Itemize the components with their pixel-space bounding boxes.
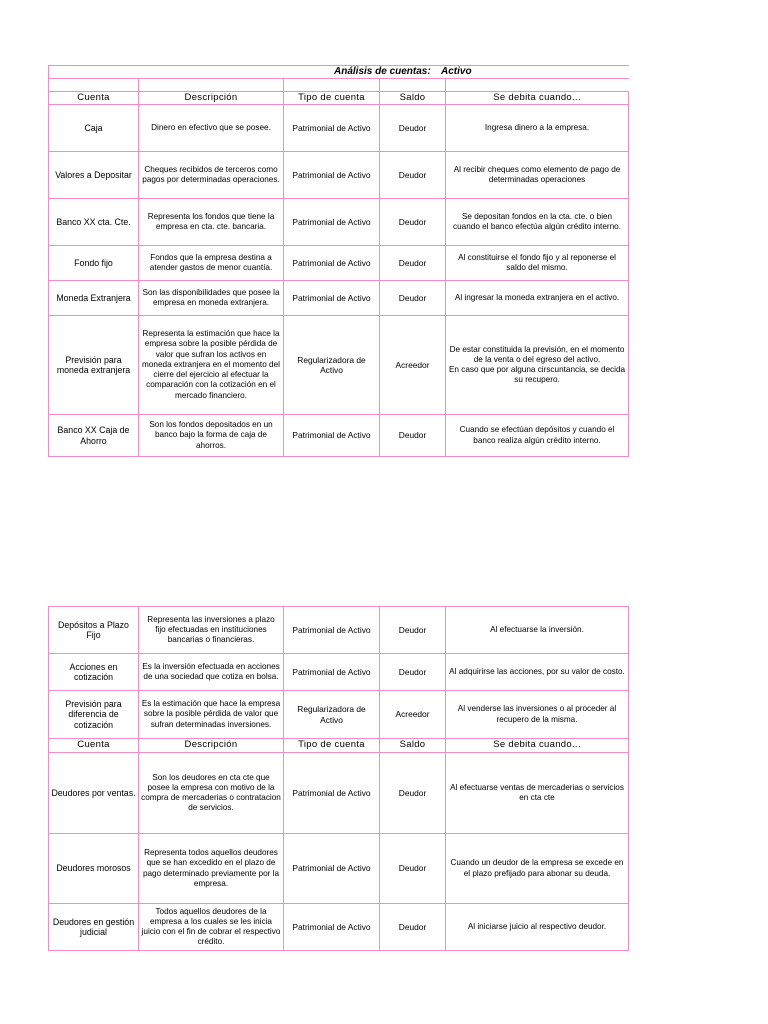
cell-saldo: Deudor <box>380 281 446 316</box>
table-row <box>49 691 629 739</box>
cell-tipo: Patrimonial de Activo <box>284 753 380 834</box>
header-saldo: Saldo <box>380 739 446 753</box>
cell-descripcion: Son los fondos depositados en un banco bajo la forma de caja de ahorros. <box>139 415 284 457</box>
cell-saldo: Deudor <box>380 415 446 457</box>
cell-descripcion: Son las disponibilidades que posee la empresa en moneda extranjera. <box>139 281 284 316</box>
header-cuenta: Cuenta <box>49 739 139 753</box>
cell-saldo: Deudor <box>380 654 446 691</box>
title-row <box>49 66 629 79</box>
cell-saldo: Acreedor <box>380 316 446 415</box>
cell-tipo: Patrimonial de Activo <box>284 607 380 654</box>
cell-tipo: Patrimonial de Activo <box>284 904 380 951</box>
cell-descripcion: Todos aquellos deudores de la empresa a los cuales se les inicia juicio con el fin de cobrar el respectivo crédito. <box>139 904 284 951</box>
table-row <box>49 834 629 904</box>
header-row <box>49 739 629 753</box>
cell-debita: Al iniciarse juicio al respectivo deudor. <box>446 904 629 951</box>
cell-cuenta: Moneda Extranjera <box>49 281 139 316</box>
cell-debita: Al constituirse el fondo fijo y al reponerse el saldo del mismo. <box>446 246 629 281</box>
cell-saldo: Deudor <box>380 105 446 152</box>
cell-cuenta: Caja <box>49 105 139 152</box>
cell-cuenta: Deudores morosos <box>49 834 139 904</box>
header-row <box>49 92 629 105</box>
cell-descripcion: Son los deudores en cta cte que posee la empresa con motivo de la compra de mercaderias o contratacion de servicios. <box>139 753 284 834</box>
table-row <box>49 904 629 951</box>
cell-cuenta: Previsión para diferencia de cotización <box>49 691 139 739</box>
cell-debita: Al ingresar la moneda extranjera en el activo. <box>446 281 629 316</box>
cell-descripcion: Representa los fondos que tiene la empresa en cta. cte. bancaria. <box>139 199 284 246</box>
cell-debita: Al efectuarse ventas de mercaderias o servicios en cta cte <box>446 753 629 834</box>
cell-saldo: Deudor <box>380 834 446 904</box>
header-tipo: Tipo de cuenta <box>284 739 380 753</box>
cell-cuenta: Fondo fijo <box>49 246 139 281</box>
cell-tipo: Patrimonial de Activo <box>284 415 380 457</box>
cell-descripcion: Cheques recibidos de terceros como pagos por determinadas operaciones. <box>139 152 284 199</box>
cell-saldo: Deudor <box>380 753 446 834</box>
cell-debita: Al adquirirse las acciones, por su valor de costo. <box>446 654 629 691</box>
header-tipo: Tipo de cuenta <box>284 92 380 105</box>
table-title <box>49 66 629 79</box>
cell-saldo: Deudor <box>380 246 446 281</box>
table-row <box>49 281 629 316</box>
header-debita: Se debita cuando... <box>446 739 629 753</box>
cell-cuenta: Acciones en cotización <box>49 654 139 691</box>
title-suffix: Activo <box>440 65 472 77</box>
cell-tipo: Patrimonial de Activo <box>284 199 380 246</box>
table-row <box>49 152 629 199</box>
cell-debita: Al efectuarse la inversión. <box>446 607 629 654</box>
cell-cuenta: Banco XX Caja de Ahorro <box>49 415 139 457</box>
cell-descripcion: Representa las inversiones a plazo fijo efectuadas en instituciones bancarias o financieras. <box>139 607 284 654</box>
cell-tipo: Patrimonial de Activo <box>284 152 380 199</box>
cell-cuenta: Depósitos a Plazo Fijo <box>49 607 139 654</box>
header-debita: Se debita cuando... <box>446 92 629 105</box>
table-row <box>49 753 629 834</box>
header-descripcion: Descripción <box>139 92 284 105</box>
title-prefix: Análisis de cuentas: <box>334 65 431 77</box>
header-descripcion: Descripción <box>139 739 284 753</box>
table-row <box>49 105 629 152</box>
cell-debita: Cuando un deudor de la empresa se excede en el plazo prefijado para abonar su deuda. <box>446 834 629 904</box>
cell-cuenta: Deudores en gestión judicial <box>49 904 139 951</box>
cell-tipo: Patrimonial de Activo <box>284 246 380 281</box>
cell-descripcion: Es la estimación que hace la empresa sobre la posible pérdida de valor que sufran determinadas inversiones. <box>139 691 284 739</box>
cell-cuenta: Deudores por ventas. <box>49 753 139 834</box>
header-saldo: Saldo <box>380 92 446 105</box>
table-row <box>49 607 629 654</box>
cell-saldo: Deudor <box>380 607 446 654</box>
cuentas-activo-table <box>48 65 629 457</box>
table-row <box>49 316 629 415</box>
cell-saldo: Acreedor <box>380 691 446 739</box>
cell-descripcion: Dinero en efectivo que se posee. <box>139 105 284 152</box>
cell-debita: Al venderse las inversiones o al proceder al recupero de la misma. <box>446 691 629 739</box>
cell-saldo: Deudor <box>380 152 446 199</box>
cuentas-activo-table-2 <box>48 606 629 951</box>
cell-tipo: Patrimonial de Activo <box>284 281 380 316</box>
table-row <box>49 199 629 246</box>
spacer-row <box>49 79 629 92</box>
table-row <box>49 654 629 691</box>
cell-descripcion: Representa la estimación que hace la empresa sobre la posible pérdida de valor que sufran los activos en moneda extranjera en el momento del cierre del ejercicio al efectuar la comparación con la cotización en el mercado financiero. <box>139 316 284 415</box>
cell-debita: De estar constituida la previsión, en el momento de la venta o del egreso del activo. En caso que por alguna cirscuntancia, se decida su recupero. <box>446 316 629 415</box>
cell-tipo: Regularizadora de Activo <box>284 691 380 739</box>
cell-debita: Se depositan fondos en la cta. cte. o bien cuando el banco efectúa algún crédito interno. <box>446 199 629 246</box>
cell-tipo: Patrimonial de Activo <box>284 105 380 152</box>
header-cuenta: Cuenta <box>49 92 139 105</box>
cell-cuenta: Valores a Depositar <box>49 152 139 199</box>
cell-saldo: Deudor <box>380 199 446 246</box>
cell-descripcion: Fondos que la empresa destina a atender gastos de menor cuantía. <box>139 246 284 281</box>
cell-descripcion: Representa todos aquellos deudores que se han excedido en el plazo de pago determinado previamente por la empresa. <box>139 834 284 904</box>
cell-tipo: Patrimonial de Activo <box>284 834 380 904</box>
cell-saldo: Deudor <box>380 904 446 951</box>
cell-tipo: Regularizadora de Activo <box>284 316 380 415</box>
table-row <box>49 415 629 457</box>
cell-cuenta: Previsión para moneda extranjera <box>49 316 139 415</box>
cell-tipo: Patrimonial de Activo <box>284 654 380 691</box>
table-row <box>49 246 629 281</box>
cell-descripcion: Es la inversión efectuada en acciones de una sociedad que cotiza en bolsa. <box>139 654 284 691</box>
cell-cuenta: Banco XX cta. Cte. <box>49 199 139 246</box>
cell-debita: Ingresa dinero a la empresa. <box>446 105 629 152</box>
cell-debita: Al recibir cheques como elemento de pago de determinadas operaciones <box>446 152 629 199</box>
cell-debita: Cuando se efectúan depósitos y cuando el banco realiza algún crédito interno. <box>446 415 629 457</box>
